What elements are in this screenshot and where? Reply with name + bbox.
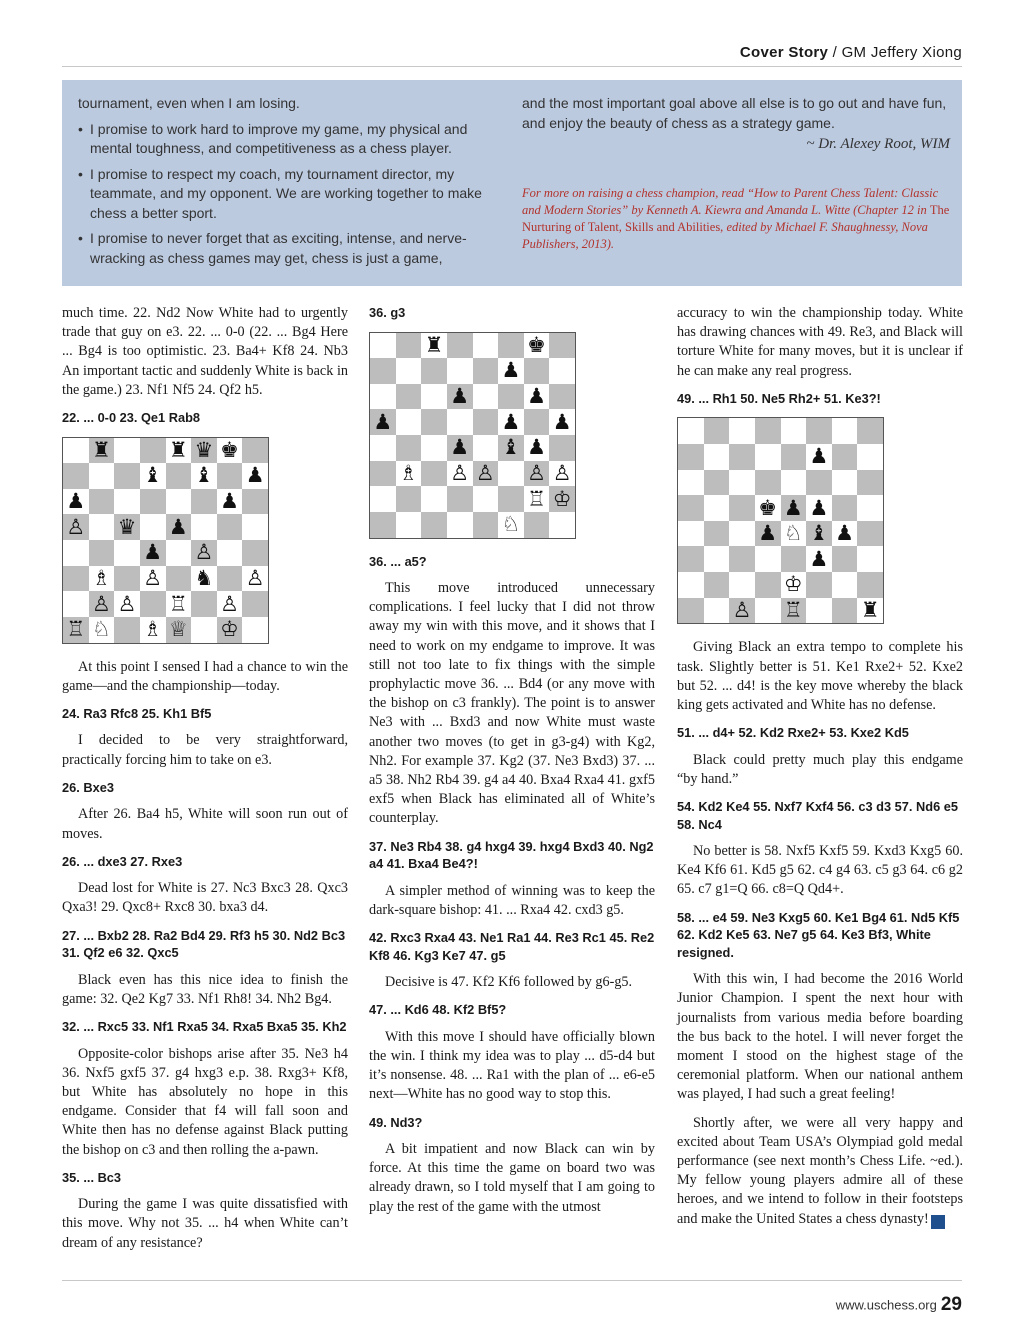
board-square	[140, 591, 166, 617]
sidebar-book-note	[522, 185, 950, 253]
chess-piece: ♚	[524, 333, 550, 359]
board-square	[63, 591, 89, 617]
board-square	[755, 572, 781, 598]
move-heading: 54. Kd2 Ke4 55. Nxf7 Kxf4 56. c3 d3 57. Nd6 e5 58. Nc4	[677, 799, 958, 832]
board-square	[396, 486, 422, 512]
move-heading: 24. Ra3 Rfc8 25. Kh1 Bf5	[62, 705, 212, 721]
board-square	[191, 591, 217, 617]
body-paragraph: Black even has this nice idea to finish the game: 32. Qe2 Kg7 33. Nf1 Rh8! 34. Nh2 Bg4.	[62, 971, 348, 1007]
board-square	[704, 546, 730, 572]
pledge-bullet: • I promise to never forget that as exciting, intense, and nerve-wracking as chess games may get, chess is just a game,	[78, 229, 510, 268]
body-paragraph: With this win, I had become the 2016 World Junior Champion. I spent the next hour with journalists from various media before boarding the bus back to the hotel. I will never forget the moment I stood on the highest stage of the ceremonial platform. When our national anthem was played, I had such a great feeling!	[677, 971, 963, 1103]
body-paragraph: accuracy to win the championship today. White has drawing chances with 49. Re3, and Black will torture White for many moves, but it is unclear if he can make any real progress.	[677, 305, 963, 379]
chess-piece: ♟	[806, 495, 832, 521]
chess-piece: ♟	[524, 384, 550, 410]
board-square	[857, 521, 883, 547]
board-square	[166, 540, 192, 566]
board-square	[498, 384, 524, 410]
chess-piece: ♘	[781, 521, 807, 547]
board-square	[217, 463, 243, 489]
board-square	[806, 572, 832, 598]
body-paragraph: Opposite-color bishops arise after 35. Ne3 h4 36. Nxf5 gxf5 37. g4 hxg3 e.p. 38. Rxg3+ Kf8, but White has absolutely no hope in this endgame. Consider that f4 will fall soon and White then has no defense against Black putting the bishop on c3 and then rolling the a-pawn.	[62, 1045, 348, 1158]
section-title: Cover Story	[739, 44, 829, 61]
board-square	[242, 438, 268, 464]
move-heading: 27. ... Bxb2 28. Ra2 Bd4 29. Rf3 h5 30. Nd2 Bc3 31. Qf2 e6 32. Qxc5	[62, 927, 346, 961]
board-square	[166, 463, 192, 489]
board-square	[114, 438, 140, 464]
end-mark-icon: ◆	[931, 1215, 945, 1229]
page-number: 29	[940, 1294, 962, 1315]
chess-piece: ♝	[191, 463, 217, 489]
page-footer	[836, 1294, 962, 1316]
chess-piece: ♟	[806, 444, 832, 470]
board-square	[217, 566, 243, 592]
board-square	[242, 617, 268, 643]
pledge-bullet: • I promise to respect my coach, my tournament director, my teammate, and my opponent. We are working together to make chess a better sport.	[78, 165, 510, 224]
body-paragraph: Shortly after, we were all very happy and excited about Team USA’s Olympiad gold medal performance (see next month’s Chess Life. ~ed.). My fellow young players admire all of these heroes, and we intend to follow in their footsteps and make the United States a chess dynasty! ◆	[677, 1114, 963, 1228]
board-square	[524, 512, 550, 538]
board-square	[524, 409, 550, 435]
board-square	[89, 540, 115, 566]
board-square	[473, 435, 499, 461]
board-square	[114, 617, 140, 643]
chess-piece: ♟	[140, 540, 166, 566]
move-heading: 36. ... a5?	[369, 553, 427, 569]
body-paragraph: With this move I should have officially blown the win. I think my idea was to play ... d5-d4 but it’s nonsense. 48. ... Ra1 with the plan of ... e6-e5 next—White has no good way to stop this.	[369, 1028, 655, 1103]
board-square	[63, 566, 89, 592]
chess-piece: ♙	[242, 566, 268, 592]
pledge-bullet: • I promise to work hard to improve my game, my physical and mental toughness, and competitiveness as a chess player.	[78, 120, 510, 159]
board-square	[370, 486, 396, 512]
move-heading: 26. Bxe3	[62, 779, 114, 795]
board-square	[806, 598, 832, 624]
board-square	[421, 435, 447, 461]
board-square	[396, 384, 422, 410]
chess-piece: ♕	[166, 617, 192, 643]
board-square	[678, 495, 704, 521]
board-square	[729, 495, 755, 521]
board-square	[549, 333, 575, 359]
chess-piece: ♚	[755, 495, 781, 521]
board-square	[832, 444, 858, 470]
body-paragraph: Giving Black an extra tempo to complete his task. Slightly better is 51. Ke1 Rxe2+ 52. Kxe2 but 52. ... d4! is the key move whereby the black king gets activated and White has no defense.	[677, 639, 963, 713]
article-column-2	[369, 304, 655, 1217]
chess-diagram-b	[369, 332, 576, 539]
board-square	[755, 444, 781, 470]
chess-diagram-c	[677, 417, 884, 624]
header-divider	[62, 66, 962, 67]
move-heading: 51. ... d4+ 52. Kd2 Rxe2+ 53. Kxe2 Kd5	[677, 725, 909, 741]
board-square	[781, 470, 807, 496]
board-square	[166, 566, 192, 592]
chess-piece: ♟	[447, 384, 473, 410]
board-square	[678, 444, 704, 470]
board-square	[781, 444, 807, 470]
board-square	[755, 546, 781, 572]
board-square	[832, 598, 858, 624]
board-square	[114, 463, 140, 489]
board-square	[755, 418, 781, 444]
board-square	[678, 598, 704, 624]
move-heading: 26. ... dxe3 27. Rxe3	[62, 853, 183, 869]
note-part-a: For more on raising a chess champion, read “How to Parent Chess Talent: Classic and Modern Stories” by Kenneth A. Kiewra and Amanda L. Witte (Chapter 12 in	[522, 185, 939, 217]
sidebar-pledge-list	[78, 94, 510, 274]
chess-piece: ♙	[89, 591, 115, 617]
board-square	[832, 470, 858, 496]
chess-piece: ♟	[242, 463, 268, 489]
chess-piece: ♟	[63, 489, 89, 515]
chess-piece: ♟	[166, 514, 192, 540]
chess-piece: ♖	[166, 591, 192, 617]
board-square	[191, 489, 217, 515]
chess-piece: ♙	[549, 461, 575, 487]
board-square	[191, 617, 217, 643]
board-square	[473, 486, 499, 512]
chess-piece: ♜	[89, 438, 115, 464]
board-square	[832, 572, 858, 598]
sidebar-right-text: and the most important goal above all else is to go out and have fun, and enjoy the beauty of chess as a strategy game.	[522, 95, 947, 131]
board-square	[857, 444, 883, 470]
board-square	[729, 521, 755, 547]
board-square	[729, 418, 755, 444]
move-heading: 36. g3	[369, 305, 406, 320]
header-author: GM Jeffery Xiong	[841, 44, 962, 61]
board-square	[89, 489, 115, 515]
board-square	[447, 358, 473, 384]
sidebar-signature: ~ Dr. Alexey Root, WIM	[806, 136, 950, 152]
board-square	[370, 435, 396, 461]
board-square	[242, 514, 268, 540]
chess-piece: ♟	[549, 409, 575, 435]
body-paragraph: I decided to be very straightforward, practically forcing him to take on e3.	[62, 732, 348, 768]
board-square	[396, 333, 422, 359]
board-square	[729, 470, 755, 496]
board-square	[370, 358, 396, 384]
board-square	[678, 470, 704, 496]
chess-piece: ♖	[781, 598, 807, 624]
board-square	[729, 444, 755, 470]
board-square	[704, 572, 730, 598]
body-paragraph: A simpler method of winning was to keep the dark-square bishop: 41. ... Rxa4 42. cxd3 g5.	[369, 882, 655, 918]
body-paragraph: Dead lost for White is 27. Nc3 Bxc3 28. Qxc3 Qxa3! 29. Qxc8+ Rxc8 30. bxa3 d4.	[62, 880, 348, 916]
board-square	[755, 470, 781, 496]
chess-piece: ♜	[166, 438, 192, 464]
board-square	[63, 540, 89, 566]
chess-piece: ♟	[524, 435, 550, 461]
move-heading: 49. Nd3?	[369, 1114, 423, 1130]
board-square	[140, 489, 166, 515]
board-square	[217, 514, 243, 540]
footer-url: www.uschess.org	[835, 1297, 937, 1313]
board-square	[89, 514, 115, 540]
note-part-c: edited by Michael F. Shaughnessy, Nova Publishers, 2013).	[522, 219, 928, 251]
chess-piece: ♙	[217, 591, 243, 617]
chess-piece: ♙	[473, 461, 499, 487]
board-square	[549, 435, 575, 461]
board-square	[729, 572, 755, 598]
sidebar-box	[62, 80, 962, 286]
chess-piece: ♘	[89, 617, 115, 643]
board-square	[704, 418, 730, 444]
board-square	[806, 470, 832, 496]
chess-diagram-a	[62, 437, 269, 644]
board-square	[755, 598, 781, 624]
article-column-3	[677, 304, 963, 1229]
chess-piece: ♛	[191, 438, 217, 464]
board-square	[421, 409, 447, 435]
chess-piece: ♟	[755, 521, 781, 547]
body-paragraph: Decisive is 47. Kf2 Kf6 followed by g6-g5.	[385, 974, 633, 991]
board-square	[140, 438, 166, 464]
board-square	[370, 461, 396, 487]
board-square	[421, 384, 447, 410]
board-square	[421, 512, 447, 538]
move-heading: 47. ... Kd6 48. Kf2 Bf5?	[369, 1002, 507, 1018]
move-heading: 42. Rxc3 Rxa4 43. Ne1 Ra1 44. Re3 Rc1 45. Re2 Kf8 46. Kg3 Ke7 47. g5	[369, 930, 655, 963]
board-square	[473, 333, 499, 359]
board-square	[114, 566, 140, 592]
chess-piece: ♟	[781, 495, 807, 521]
board-square	[524, 358, 550, 384]
chess-piece: ♟	[217, 489, 243, 515]
board-square	[89, 463, 115, 489]
chess-piece: ♟	[498, 358, 524, 384]
footer-divider	[62, 1280, 962, 1281]
board-square	[166, 489, 192, 515]
chess-piece: ♝	[140, 463, 166, 489]
board-square	[473, 384, 499, 410]
board-square	[704, 470, 730, 496]
board-square	[498, 333, 524, 359]
board-square	[704, 521, 730, 547]
chess-piece: ♗	[396, 461, 422, 487]
chess-piece: ♙	[191, 540, 217, 566]
chess-piece: ♙	[447, 461, 473, 487]
chess-piece: ♖	[524, 486, 550, 512]
chess-piece: ♟	[806, 546, 832, 572]
move-heading: 35. ... Bc3	[62, 1169, 122, 1185]
body-paragraph: Black could pretty much play this endgame “by hand.”	[677, 751, 963, 787]
board-square	[114, 489, 140, 515]
board-square	[447, 486, 473, 512]
board-square	[498, 461, 524, 487]
board-square	[396, 409, 422, 435]
board-square	[473, 512, 499, 538]
board-square	[857, 495, 883, 521]
board-square	[549, 358, 575, 384]
board-square	[421, 358, 447, 384]
board-square	[704, 495, 730, 521]
board-square	[421, 486, 447, 512]
body-paragraph: A bit impatient and now Black can win by force. At this time the game on board two was already drawn, so I told myself that I am going to play the rest of the game with the utmost	[369, 1141, 655, 1215]
chess-piece: ♔	[781, 572, 807, 598]
chess-piece: ♝	[498, 435, 524, 461]
chess-piece: ♙	[63, 514, 89, 540]
running-header	[740, 44, 962, 61]
chess-piece: ♙	[729, 598, 755, 624]
board-square	[678, 572, 704, 598]
board-square	[370, 384, 396, 410]
chess-piece: ♔	[549, 486, 575, 512]
chess-piece: ♗	[89, 566, 115, 592]
board-square	[242, 591, 268, 617]
chess-piece: ♙	[140, 566, 166, 592]
chess-piece: ♗	[140, 617, 166, 643]
board-square	[242, 489, 268, 515]
chess-piece: ♜	[857, 598, 883, 624]
move-heading: 49. ... Rh1 50. Ne5 Rh2+ 51. Ke3?!	[677, 390, 881, 406]
board-square	[447, 333, 473, 359]
board-square	[63, 438, 89, 464]
chess-piece: ♟	[498, 409, 524, 435]
chess-piece: ♔	[217, 617, 243, 643]
pledge-continuation: tournament, even when I am losing.	[78, 95, 300, 111]
chess-piece: ♚	[217, 438, 243, 464]
sidebar-right	[522, 94, 950, 253]
move-heading: 37. Ne3 Rb4 38. g4 hxg4 39. hxg4 Bxd3 40. Ng2 a4 41. Bxa4 Be4?!	[369, 838, 654, 872]
body-paragraph: No better is 58. Nxf5 Kxf5 59. Kxd3 Kxg5 60. Ke4 Kf6 61. Kd5 g5 62. c4 g4 63. c5 g3 64. c6 g2 65. c7 g1=Q 66. c8=Q Qd4+.	[677, 843, 963, 898]
board-square	[396, 435, 422, 461]
board-square	[857, 572, 883, 598]
board-square	[781, 418, 807, 444]
body-paragraph: This move introduced unnecessary complications. I feel lucky that I did not throw away my win with this move, and it shows that I need to work on my endgame to improve. It was still not too late to fix things with the simple prophylactic move 36. ... Bd4 (or any move with the bishop on c3 frankly). The point is to answer Ne3 with ... Bxd3 and now White must waste another two moves (to get in g3-g4) with Kg2, Nh2. For example 37. Kg2 (37. Ne3 Bxd3) 37. ... a5 38. Nh2 Rb4 39. g4 a4 40. Bxa4 Rxa4 41. gxf5 exf5 when Black has eliminated all of White’s counterplay.	[369, 580, 655, 827]
board-square	[370, 333, 396, 359]
chess-piece: ♞	[191, 566, 217, 592]
board-square	[678, 418, 704, 444]
board-square	[447, 512, 473, 538]
article-column-1	[62, 304, 348, 1253]
body-paragraph: After 26. Ba4 h5, White will soon run out of moves.	[62, 806, 348, 842]
board-square	[140, 514, 166, 540]
chess-piece: ♖	[63, 617, 89, 643]
move-heading: 58. ... e4 59. Ne3 Kxg5 60. Ke1 Bg4 61. Nd5 Kf5 62. Kd2 Ke5 63. Ne7 g5 64. Ke3 Bf3, White resigned.	[677, 909, 960, 960]
move-heading: 32. ... Rxc5 33. Nf1 Rxa5 34. Rxa5 Bxa5 35. Kh2	[62, 1019, 347, 1035]
board-square	[473, 409, 499, 435]
chess-piece: ♙	[524, 461, 550, 487]
board-square	[832, 546, 858, 572]
body-paragraph: During the game I was quite dissatisfied with this move. Why not 35. ... h4 when White can’t dream of any resistance?	[62, 1196, 348, 1251]
board-square	[396, 358, 422, 384]
board-square	[114, 540, 140, 566]
move-heading: 22. ... 0-0 23. Qe1 Rab8	[62, 410, 200, 426]
board-square	[498, 486, 524, 512]
board-square	[832, 495, 858, 521]
board-square	[832, 418, 858, 444]
board-square	[781, 546, 807, 572]
board-square	[191, 514, 217, 540]
chess-piece: ♛	[114, 514, 140, 540]
chess-piece: ♟	[447, 435, 473, 461]
board-square	[857, 546, 883, 572]
board-square	[63, 463, 89, 489]
board-square	[549, 512, 575, 538]
chess-piece: ♟	[370, 409, 396, 435]
board-square	[242, 540, 268, 566]
board-square	[678, 521, 704, 547]
board-square	[396, 512, 422, 538]
board-square	[857, 418, 883, 444]
board-square	[421, 461, 447, 487]
board-square	[857, 470, 883, 496]
board-square	[370, 512, 396, 538]
chess-piece: ♙	[114, 591, 140, 617]
board-square	[549, 384, 575, 410]
chess-piece: ♝	[806, 521, 832, 547]
note-book-title: The Nurturing of Talent, Skills and Abilities,	[522, 202, 950, 234]
chess-piece: ♜	[421, 333, 447, 359]
board-square	[217, 540, 243, 566]
body-paragraph: At this point I sensed I had a chance to win the game—and the championship—today.	[62, 658, 348, 694]
chess-piece: ♟	[832, 521, 858, 547]
board-square	[678, 546, 704, 572]
board-square	[806, 418, 832, 444]
board-square	[447, 409, 473, 435]
body-paragraph: much time. 22. Nd2 Now White had to urgently trade that guy on e3. 22. ... 0-0 (22. ... Bg4 Here ... Bg4 is too optimistic. 23. Ba4+ Kf8 24. Nb3 An important tactic and suddenly White is back in the game.) 23. Nf1 Nf5 24. Qf2 h5.	[62, 305, 348, 398]
board-square	[704, 598, 730, 624]
board-square	[704, 444, 730, 470]
chess-piece: ♘	[498, 512, 524, 538]
header-separator: /	[828, 44, 842, 61]
board-square	[473, 358, 499, 384]
board-square	[729, 546, 755, 572]
